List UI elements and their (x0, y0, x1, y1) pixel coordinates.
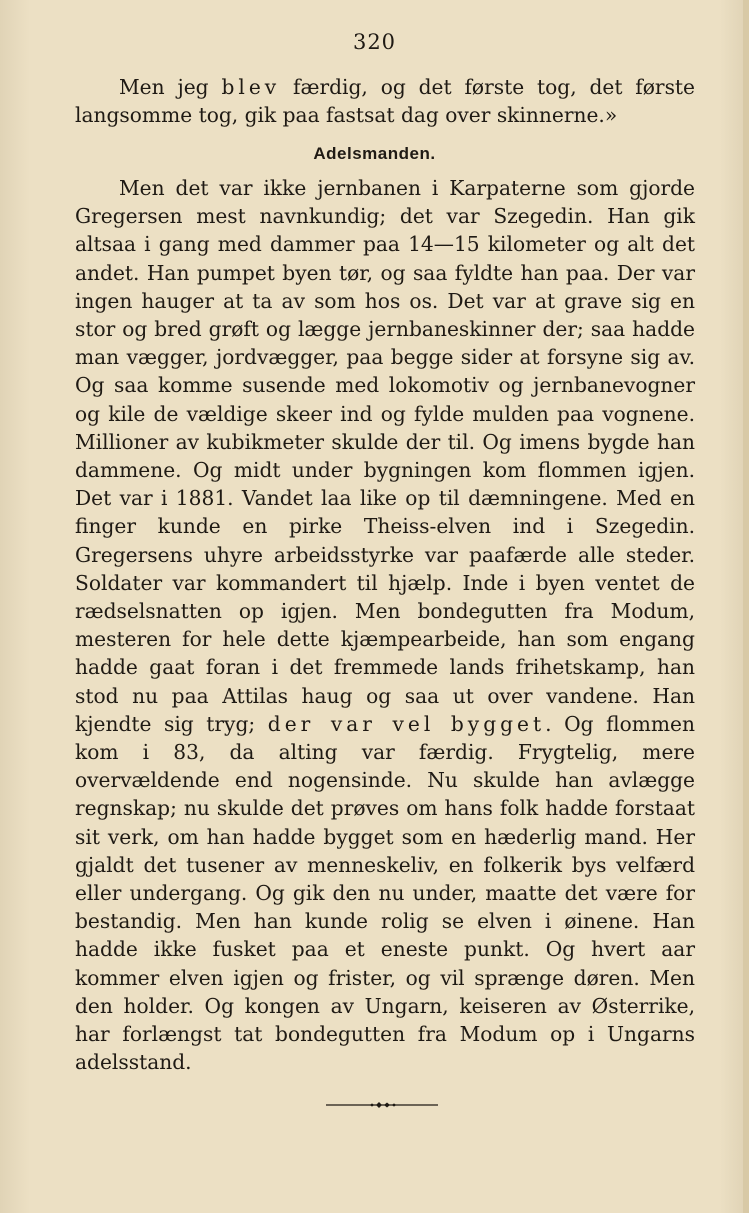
body-text (75, 174, 695, 1077)
body-spaced-phrase: der var vel bygget (267, 711, 546, 736)
page-edge (743, 0, 749, 1213)
intro-text (75, 73, 695, 129)
section-heading: Adelsmanden. (313, 144, 436, 163)
body-part-2: . Og flommen kom i 83, da alting var færdig. Frygtelig, mere overvældende end nogensinde. Nu skulde han avlægge regnskap; nu skulde det prøves om hans folk hadde forstaat sit verk, om han hadde bygget som en hæderlig mand. Her gjaldt det tusener av menneskeliv, en folkerik bys velfærd eller undergang. Og gik den nu under, maatte det være for bestandig. Men han kunde rolig se elven i øinene. Han hadde ikke fusket paa et eneste punkt. Og hvert aar kommer elven igjen og frister, og vil sprænge døren. Men den holder. Og kongen av Ungarn, keiseren av Østerrike, har forlængst tat bondegutten fra Modum op i Ungarns adelsstand. (75, 711, 696, 1075)
intro-after: færdig, og det første tog, det første langsomme tog, gik paa fastsat dag over skinnerne.» (75, 75, 695, 128)
body-paragraph (75, 174, 695, 1077)
intro-spaced-word: blev (221, 75, 281, 99)
ornamental-rule (326, 1100, 438, 1110)
intro-paragraph (75, 73, 695, 129)
body-part-1: Men det var ikke jernbanen i Karpaterne som gjorde Gregersen mest navnkundig; det var Szegedin. Han gik altsaa i gang med dammer paa 14—15 kilometer og alt det andet. Han pumpet byen tør, og saa fyldte han paa. Der var ingen hauger at ta av som hos os. Det var at grave sig en stor og bred grøft og lægge jernbaneskinner der; saa hadde man vægger, jordvægger, paa begge sider at forsyne sig av. Og saa komme susende med lokomotiv og jernbanevogner og kile de vældige skeer ind og fylde mulden paa vognene. Millioner av kubikmeter skulde der til. Og imens bygde han dammene. Og midt under bygningen kom flommen igjen. Det var i 1881. Vandet laa like op til dæmningene. Med en finger kunde en pirke Theiss-elven ind i Szegedin. Gregersens uhyre arbeidsstyrke var paafærde alle steder. Soldater var kommandert til hjælp. Inde i byen ventet de rædselsnatten op igjen. Men bondegutten fra Modum, mesteren for hele dette kjæmpearbeide, han som engang hadde gaat foran i det fremmede lands frihetskamp, han stod nu paa Attilas haug og saa ut over vandene. Han kjendte sig tryg; (75, 176, 695, 736)
page-number: 320 (352, 30, 397, 54)
intro-before: Men jeg (119, 75, 222, 99)
